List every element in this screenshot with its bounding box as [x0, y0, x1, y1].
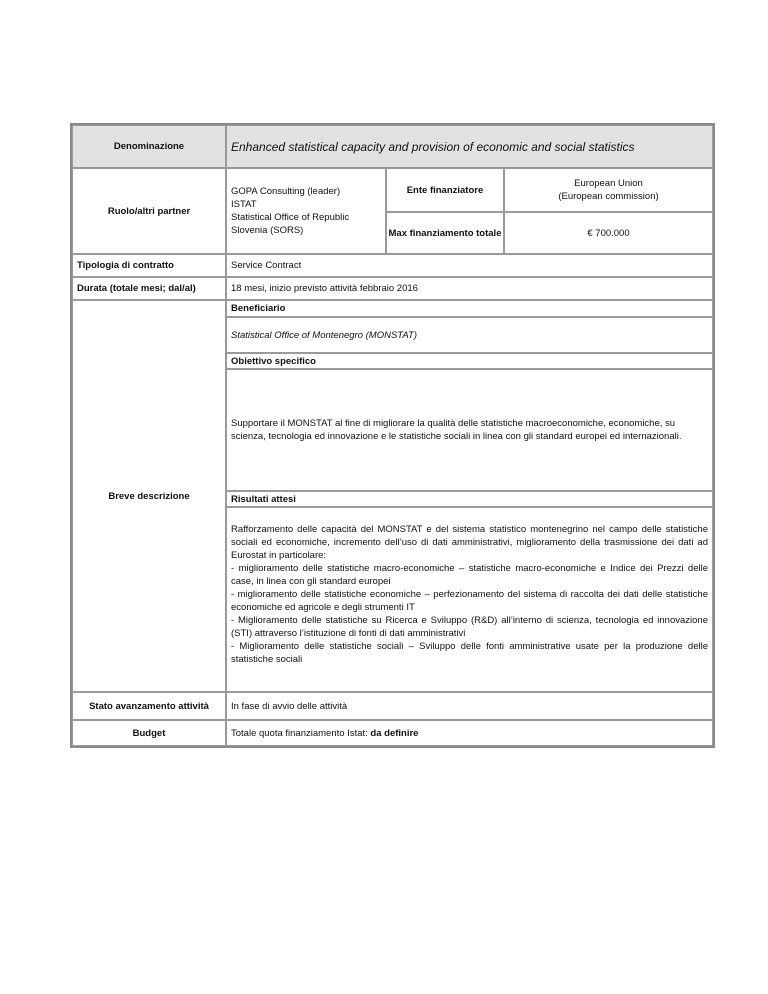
beneficiario-label: Beneficiario	[226, 300, 713, 317]
risultati-line: - miglioramento delle statistiche economiche – perfezionamento del sistema di raccolta dei dati delle statistiche economiche ed agricole e degli strumenti IT	[231, 589, 708, 613]
ruolo-label: Ruolo/altri partner	[72, 168, 226, 254]
risultati-line: Rafforzamento delle capacità del MONSTAT e del sistema statistico montenegrino nel campo delle statistiche sociali ed economiche, incremento dell’uso di dati amministrativi, miglioramento della trasmissione dei dati ad Eurostat in particolare:	[231, 524, 708, 561]
stato-value: In fase di avvio delle attività	[226, 692, 713, 720]
ente-finanziatore-value	[504, 168, 713, 212]
partner-item: Statistical Office of Republic	[231, 212, 350, 223]
ente-finanziatore-label: Ente finanziatore	[386, 168, 504, 212]
durata-value: 18 mesi, inizio previsto attività febbraio 2016	[226, 277, 713, 300]
denominazione-label: Denominazione	[72, 125, 226, 168]
tipologia-value: Service Contract	[226, 254, 713, 277]
project-table	[70, 123, 715, 748]
risultati-label: Risultati attesi	[226, 491, 713, 507]
risultati-line: - Miglioramento delle statistiche sociali – Sviluppo delle fonti amministrative usate per la produzione delle statistiche sociali	[231, 641, 708, 665]
ente-line: European Union	[574, 178, 643, 189]
budget-value	[226, 720, 713, 746]
ente-line: (European commission)	[558, 191, 659, 202]
tipologia-label: Tipologia di contratto	[72, 254, 226, 277]
risultati-line: - Miglioramento delle statistiche su Ricerca e Sviluppo (R&D) all’interno di scienza, tecnologia ed innovazione (STI) attraverso l’istituzione di fonti di dati amministrativi	[231, 615, 708, 639]
obiettivo-value	[226, 369, 713, 491]
partner-item: Slovenia (SORS)	[231, 225, 304, 236]
budget-prefix: Totale quota finanziamento Istat:	[231, 727, 371, 739]
stato-label: Stato avanzamento attività	[72, 692, 226, 720]
durata-label: Durata (totale mesi; dal/al)	[72, 277, 226, 300]
risultati-line: - miglioramento delle statistiche macro-economiche – statistiche macro-economiche e Indice dei Prezzi delle case, in linea con gli standard europei	[231, 563, 708, 587]
breve-descrizione-label: Breve descrizione	[72, 300, 226, 692]
risultati-value	[226, 507, 713, 692]
budget-label: Budget	[72, 720, 226, 746]
obiettivo-text: Supportare il MONSTAT al fine di migliorare la qualità delle statistiche macroeconomiche, economiche, su scienza, tecnologia ed innovazione e le statistiche sociali in linea con gli standard europei ed internazionali.	[231, 418, 682, 442]
max-finanziamento-value: € 700.000	[504, 212, 713, 254]
partners-list	[226, 168, 386, 254]
max-finanziamento-label: Max finanziamento totale	[386, 212, 504, 254]
beneficiario-value: Statistical Office of Montenegro (MONSTAT)	[226, 317, 713, 353]
budget-amount: da definire	[370, 727, 419, 739]
partner-item: ISTAT	[231, 199, 257, 210]
denominazione-value: Enhanced statistical capacity and provision of economic and social statistics	[226, 125, 713, 168]
obiettivo-label: Obiettivo specifico	[226, 353, 713, 369]
partner-item: GOPA Consulting (leader)	[231, 186, 341, 197]
